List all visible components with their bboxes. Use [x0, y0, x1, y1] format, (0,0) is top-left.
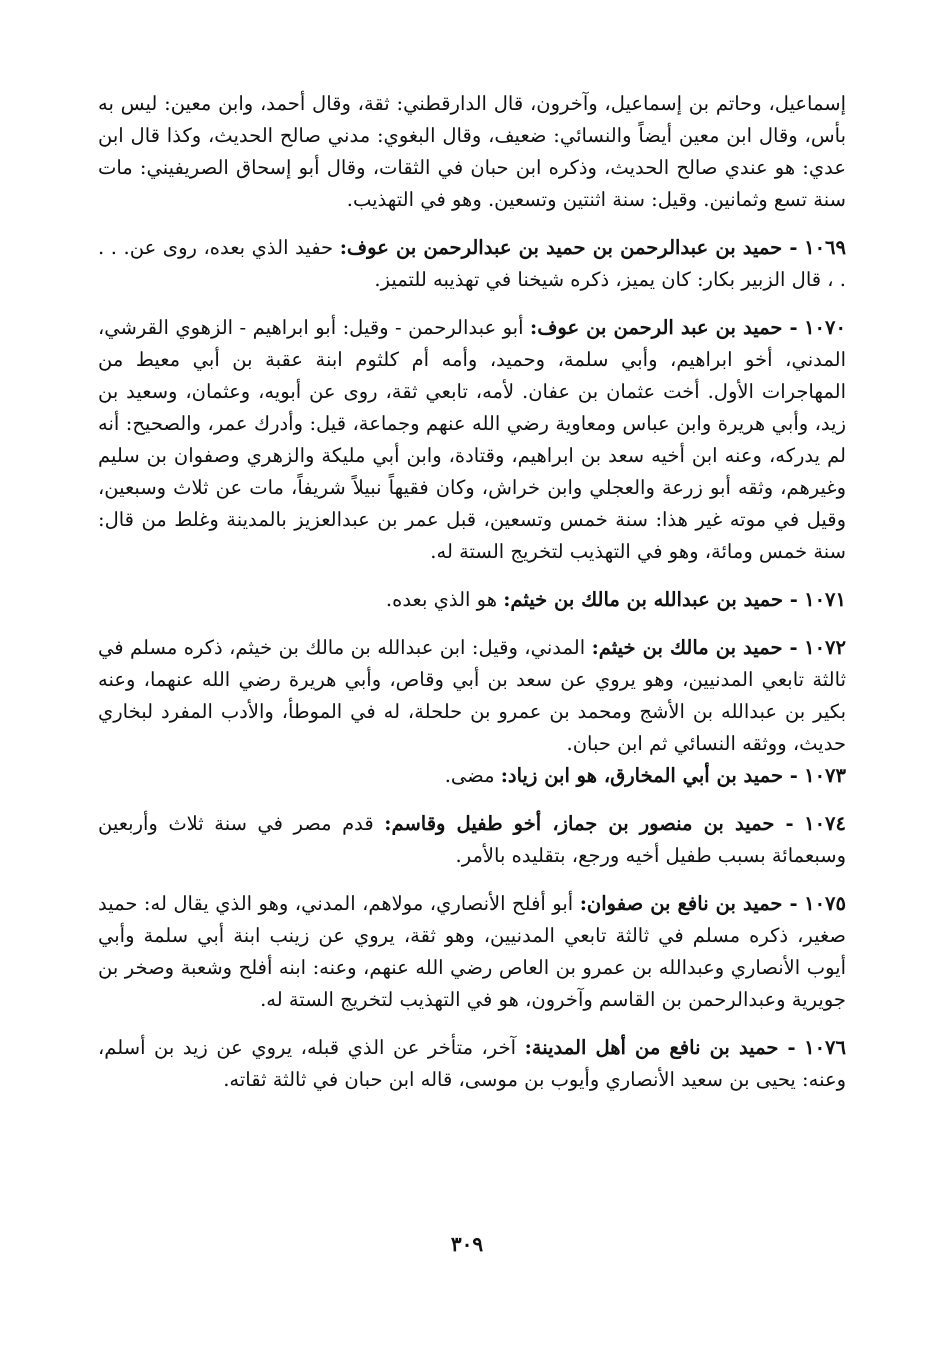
entry-1069: ١٠٦٩ - حميد بن عبدالرحمن بن حميد بن عبدالرحمن بن عوف: حفيد الذي بعده، روى عن. . . . ، قال الزبير بكار: كان يميز، ذكره شيخنا في تهذيبه للتميز.	[98, 236, 846, 291]
entry-number: ١٠٧٤	[804, 812, 847, 835]
entry-text: حفيد الذي بعده، روى عن. . . . ، قال الزبير بكار: كان يميز، ذكره شيخنا في تهذيبه للتميز.	[98, 236, 846, 291]
entry-name: حميد بن عبدالرحمن بن حميد بن عبدالرحمن بن عوف:	[339, 236, 783, 259]
entry-number: ١٠٧٦	[804, 1036, 847, 1059]
entry-1072: ١٠٧٢ - حميد بن مالك بن خيثم: المدني، وقيل: ابن عبدالله بن مالك بن خيثم، ذكره مسلم في ثالثة تابعي المدنيين، وهو يروي عن سعد بن أبي وقاص، وأبي هريرة رضي الله عنهما، وعنه بكير بن عبدالله بن الأشج ومحمد بن عمرو بن حلحلة، له في الموطأ، والأدب المفرد لبخاري حديث، ووثقه النسائي ثم ابن حبان.	[98, 636, 847, 755]
intro-text: إسماعيل، وحاتم بن إسماعيل، وآخرون، قال الدارقطني: ثقة، وقال أحمد، وابن معين: ليس به بأس، وقال ابن معين أيضاً والنسائي: ضعيف، وقال البغوي: مدني صالح الحديث، وكذا قال ابن عدي: هو عندي صالح الحديث، وذكره ابن حبان في الثقات، وقال أبو إسحاق الصريفيني: مات سنة تسع وثمانين. وقيل: سنة اثنتين وتسعين. وهو في التهذيب.	[98, 92, 846, 211]
entry-number: ١٠٧٣	[804, 764, 846, 787]
entry-text: أبو أفلح الأنصاري، مولاهم، المدني، وهو الذي يقال له: حميد صغير، ذكره مسلم في ثالثة تابعي المدنيين، وهو ثقة، يروي عن زينب ابنة أبي سلمة وأبي أيوب الأنصاري وعبدالله بن عمرو بن العاص رضي الله عنهم، وعنه: ابنه أفلح وشعبة وصخر بن جويرية وعبدالرحمن بن القاسم وآخرون، هو في التهذيب لتخريج الستة له.	[98, 892, 846, 1011]
entry-text: مضى.	[444, 764, 495, 787]
page-body	[98, 88, 846, 1112]
entry-name: حميد بن عبد الرحمن بن عوف:	[530, 316, 783, 339]
entry-text: هو الذي بعده.	[385, 588, 498, 611]
entry-text: المدني، وقيل: ابن عبدالله بن مالك بن خيثم، ذكره مسلم في ثالثة تابعي المدنيين، وهو يروي عن سعد بن أبي وقاص، وأبي هريرة رضي الله عنهما، وعنه بكير بن عبدالله بن الأشج ومحمد بن عمرو بن حلحلة، له في الموطأ، والأدب المفرد لبخاري حديث، ووثقه النسائي ثم ابن حبان.	[98, 636, 846, 755]
entry-1073: ١٠٧٣ - حميد بن أبي المخارق، هو ابن زياد: مضى.	[444, 764, 846, 787]
entry-1070: ١٠٧٠ - حميد بن عبد الرحمن بن عوف: أبو عبدالرحمن - وقيل: أبو ابراهيم - الزهوي القرشي، المدني، أخو ابراهيم، وأبي سلمة، وحميد، وأمه أم كلثوم ابنة عقبة بن أبي معيط من المهاجرات الأول. أخت عثمان بن عفان. لأمه، تابعي ثقة، روى عن أبويه، وعثمان، وسعيد بن زيد، وأبي هريرة وابن عباس ومعاوية رضي الله عنهم وجماعة، قيل: وأدرك عمر، والصحيح: أنه لم يدركه، وعنه ابن أخيه سعد بن ابراهيم، وقتادة، وابن أبي مليكة والزهري وصفوان بن سليم وغيرهم، وثقه أبو زرعة والعجلي وابن خراش، وكان فقيهاً نبيلاً شريفاً، مات عن ثلاث وسبعين، وقيل في موته غير هذا: سنة خمس وتسعين، قبل عمر بن عبدالعزيز بالمدينة وغلط من قال: سنة خمس ومائة، وهو في التهذيب لتخريج الستة له.	[98, 316, 846, 563]
entry-number: ١٠٧٢	[804, 636, 847, 659]
page-number: ٣٠٩	[450, 1232, 484, 1256]
entry-name: حميد بن عبدالله بن مالك بن خيثم:	[503, 588, 783, 611]
entry-text: قدم مصر في سنة ثلاث وأربعين وسبعمائة بسبب طفيل أخيه ورجع، بتقليده بالأمر.	[98, 812, 846, 867]
entry-number: ١٠٧٥	[804, 892, 847, 915]
entry-number: ١٠٧١	[804, 588, 846, 611]
entry-number: ١٠٧٠	[804, 316, 846, 339]
entry-name: حميد بن مالك بن خيثم:	[591, 636, 783, 659]
intro-paragraph	[98, 88, 846, 216]
entry-text: أبو عبدالرحمن - وقيل: أبو ابراهيم - الزهوي القرشي، المدني، أخو ابراهيم، وأبي سلمة، وحميد، وأمه أم كلثوم ابنة عقبة بن أبي معيط من المهاجرات الأول. أخت عثمان بن عفان. لأمه، تابعي ثقة، روى عن أبويه، وعثمان، وسعيد بن زيد، وأبي هريرة وابن عباس ومعاوية رضي الله عنهم وجماعة، قيل: وأدرك عمر، والصحيح: أنه لم يدركه، وعنه ابن أخيه سعد بن ابراهيم، وقتادة، وابن أبي مليكة والزهري وصفوان بن سليم وغيرهم، وثقه أبو زرعة والعجلي وابن خراش، وكان فقيهاً نبيلاً شريفاً، مات عن ثلاث وسبعين، وقيل في موته غير هذا: سنة خمس وتسعين، قبل عمر بن عبدالعزيز بالمدينة وغلط من قال: سنة خمس ومائة، وهو في التهذيب لتخريج الستة له.	[98, 316, 846, 563]
entry-name: حميد بن منصور بن جماز، أخو طفيل وقاسم:	[384, 812, 775, 835]
entry-name: حميد بن نافع من أهل المدينة:	[524, 1036, 779, 1059]
entry-1071: ١٠٧١ - حميد بن عبدالله بن مالك بن خيثم: هو الذي بعده.	[385, 588, 846, 611]
entry-text: آخر، متأخر عن الذي قبله، يروي عن زيد بن أسلم، وعنه: يحيى بن سعيد الأنصاري وأيوب بن موسى، قاله ابن حبان في ثالثة ثقاته.	[98, 1036, 846, 1091]
entry-1075: ١٠٧٥ - حميد بن نافع بن صفوان: أبو أفلح الأنصاري، مولاهم، المدني، وهو الذي يقال له: حميد صغير، ذكره مسلم في ثالثة تابعي المدنيين، وهو ثقة، يروي عن زينب ابنة أبي سلمة وأبي أيوب الأنصاري وعبدالله بن عمرو بن العاص رضي الله عنهم، وعنه: ابنه أفلح وشعبة وصخر بن جويرية وعبدالرحمن بن القاسم وآخرون، هو في التهذيب لتخريج الستة له.	[98, 892, 847, 1011]
entry-1074: ١٠٧٤ - حميد بن منصور بن جماز، أخو طفيل وقاسم: قدم مصر في سنة ثلاث وأربعين وسبعمائة بسبب طفيل أخيه ورجع، بتقليده بالأمر.	[98, 812, 847, 867]
entry-number: ١٠٦٩	[804, 236, 846, 259]
entry-name: حميد بن نافع بن صفوان:	[579, 892, 783, 915]
entry-name: حميد بن أبي المخارق، هو ابن زياد:	[500, 764, 783, 787]
entry-1076: ١٠٧٦ - حميد بن نافع من أهل المدينة: آخر، متأخر عن الذي قبله، يروي عن زيد بن أسلم، وعنه: يحيى بن سعيد الأنصاري وأيوب بن موسى، قاله ابن حبان في ثالثة ثقاته.	[98, 1036, 847, 1091]
